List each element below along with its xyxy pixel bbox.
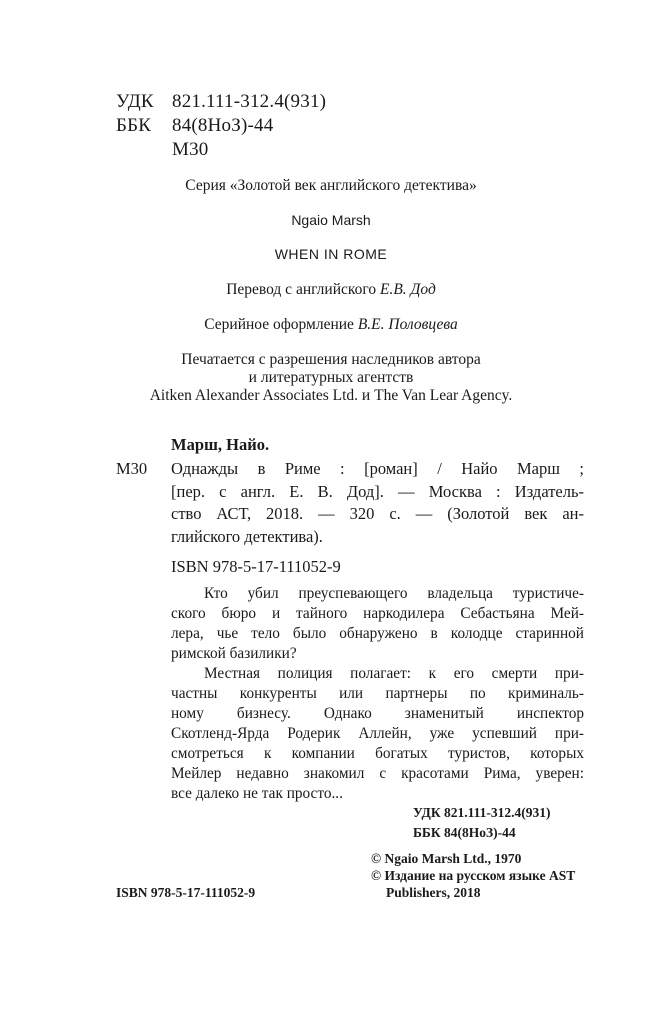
permission-line-2: и литературных агентств <box>248 369 414 386</box>
translation-line <box>0 281 662 299</box>
translator-name: Е.В. Дод <box>379 281 436 298</box>
annotation-p2-line-7: все далеко не так просто... <box>171 785 343 802</box>
annotation-p2-line-2: частны конкуренты или партнеры по криминаль- <box>171 685 584 702</box>
designer-name: В.Е. Половцева <box>357 316 458 333</box>
translation-prefix: Перевод с английского <box>226 281 377 298</box>
udk-label: УДК <box>116 91 154 112</box>
copyright-line-2: © Издание на русском языке AST <box>371 868 576 883</box>
bib-line-2: [пер. с англ. Е. В. Дод]. — Москва : Издатель- <box>171 482 584 501</box>
annotation-p2-line-1: Местная полиция полагает: к его смерти при- <box>204 665 584 682</box>
footer-udk: УДК 821.111-312.4(931) <box>413 805 551 820</box>
design-line <box>0 316 662 334</box>
annotation-p2-line-3: ному бизнесу. Однако знаменитый инспектор <box>171 705 584 722</box>
annotation-p2-line-4: Скотленд-Ярда Родерик Аллейн, уже успевший при- <box>171 725 584 742</box>
copyright-isbn: ISBN 978-5-17-111052-9 <box>116 885 256 900</box>
annotation-p1-line-2: ского бюро и тайного наркодилера Себастьяна Мей- <box>171 605 584 622</box>
original-author: Ngaio Marsh <box>291 212 371 228</box>
bib-isbn: ISBN 978-5-17-111052-9 <box>171 557 341 576</box>
annotation-p1-line-1: Кто убил преуспевающего владельца туристиче- <box>204 585 584 602</box>
copyright-line-3: Publishers, 2018 <box>386 885 481 900</box>
author-mark-top: М30 <box>172 139 209 160</box>
original-title: WHEN IN ROME <box>274 246 388 262</box>
bib-line-1: Однажды в Риме : [роман] / Найо Марш ; <box>171 459 584 478</box>
permission-line-1: Печатается с разрешения наследников автора <box>181 351 481 368</box>
footer-bbk: ББК 84(8НоЗ)-44 <box>413 825 516 840</box>
bib-heading: Марш, Найо. <box>171 435 270 454</box>
udk-value: 821.111-312.4(931) <box>172 91 327 112</box>
series-line: Серия «Золотой век английского детектива» <box>185 177 477 194</box>
annotation-p1-line-4: римской базилики? <box>171 645 297 662</box>
bib-author-mark: М30 <box>116 459 148 478</box>
copyright-line-1: © Ngaio Marsh Ltd., 1970 <box>371 851 522 866</box>
bib-line-4: глийского детектива). <box>171 527 323 546</box>
bbk-label: ББК <box>116 115 152 136</box>
annotation-p1-line-3: лера, чье тело было обнаружено в колодце старинной <box>171 625 584 642</box>
annotation-p2-line-5: смотреться к компании богатых туристов, которых <box>171 745 584 762</box>
permission-line-3: Aitken Alexander Associates Ltd. и The Van Lear Agency. <box>149 387 513 404</box>
design-prefix: Серийное оформление <box>204 316 354 333</box>
annotation-p2-line-6: Мейлер недавно знакомил с красотами Рима, уверен: <box>171 765 584 782</box>
bbk-value: 84(8НоЗ)-44 <box>172 115 274 136</box>
bib-line-3: ство АСТ, 2018. — 320 с. — (Золотой век ан- <box>171 504 584 523</box>
